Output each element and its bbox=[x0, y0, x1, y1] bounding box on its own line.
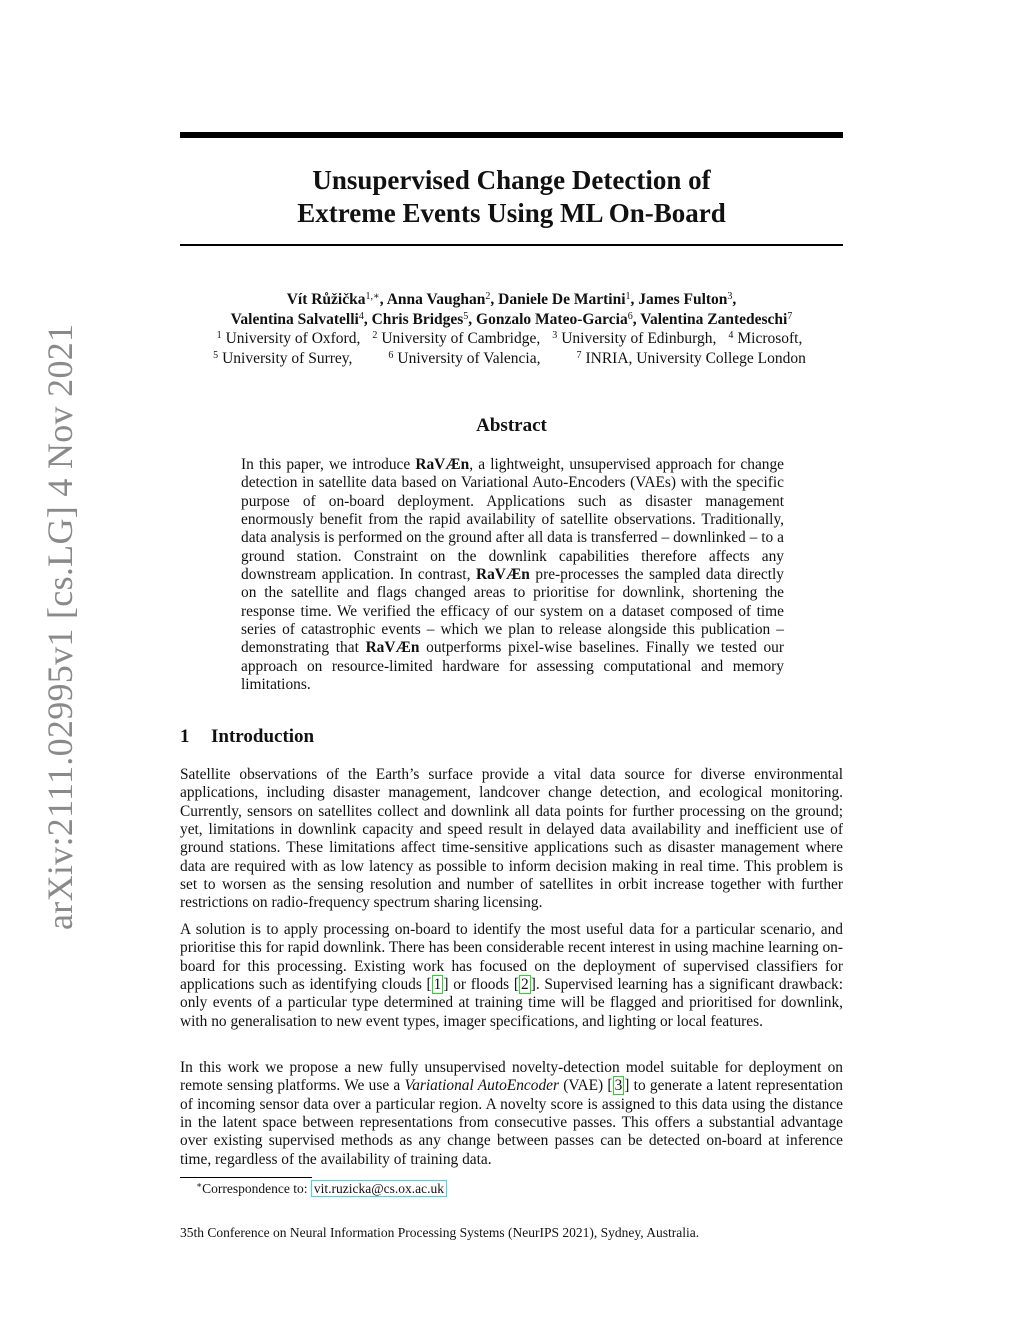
affiliation-name: University of Cambridge, bbox=[381, 330, 541, 347]
paragraph-text: A solution is to apply processing on-board to identify the most useful data for a particular scenario, and prioritise this for rapid downlink. There has been considerable recent interest in using machine learning on-board for this processing. Existing work has focused on the deployment of supervised classifiers for applications such as identifying clouds bbox=[180, 921, 843, 994]
author-line-1 bbox=[180, 290, 843, 310]
author-name: Anna Vaughan bbox=[386, 291, 486, 308]
author-sup: 1,∗ bbox=[365, 291, 380, 302]
footnote-rule bbox=[180, 1177, 312, 1178]
author-sep: , bbox=[630, 291, 639, 308]
affiliation bbox=[576, 350, 809, 367]
abstract-segment: outperforms pixel-wise baselines. Finally we tested our approach on resource-limited hardware for assessing computational and memory limitations. bbox=[241, 639, 784, 694]
citation-link[interactable]: 2 bbox=[521, 976, 529, 994]
author-sup: 3 bbox=[727, 291, 733, 302]
affiliation-sup: 7 bbox=[576, 349, 582, 361]
affiliation-sup: 2 bbox=[372, 330, 378, 341]
section-heading bbox=[180, 726, 314, 748]
footnote-text: Correspondence to: bbox=[202, 1181, 311, 1196]
intro-paragraph-1 bbox=[180, 766, 843, 913]
abstract-segment: , a lightweight, unsupervised approach for change detection in satellite data based on Variational Auto-Encoders (VAEs) with the specific purpose of on-board deployment. Applications such as disaster management enormously benefit from the rapid availability of satellite observations. Traditionally, data analysis is performed on the ground after all data is transferred – downlinked – to a ground station. Constraint on the downlink capabilities therefore affects any downstream application. In contrast, bbox=[241, 456, 784, 584]
affiliation-name: University of Valencia, bbox=[397, 349, 541, 367]
abstract-text bbox=[241, 456, 784, 694]
intro-paragraph-3: In this work we propose a new fully unsupervised novelty-detection model suitable for deployment on remote sensing platforms. We use a Variational AutoEncoder (VAE) [ 3 ] to generate a latent representation of incoming sensor data over a particular region. A novelty score is assigned to this data using the distance in the latent space between representations from consecutive passes. This offers a substantial advantage over existing supervised methods as any change between passes can be detected on-board at inference time, regardless of the availability of training data. bbox=[180, 1059, 844, 1168]
footnote bbox=[196, 1181, 447, 1197]
affiliation bbox=[728, 330, 806, 347]
author-sup: 5 bbox=[463, 310, 469, 322]
method-name: RaVÆn bbox=[415, 456, 470, 473]
author-sup: 6 bbox=[627, 310, 633, 322]
affiliation bbox=[552, 330, 720, 347]
author-name: Vít Růžička bbox=[286, 291, 366, 308]
author-sep: , bbox=[632, 310, 641, 328]
citation-link[interactable]: 1 bbox=[433, 976, 442, 994]
emphasized-term: Variational AutoEncoder bbox=[404, 1077, 559, 1095]
abstract-segment: In this paper, we introduce bbox=[241, 456, 416, 473]
paragraph-text: to generate a latent representation of incoming sensor data over a particular region. A novelty score is assigned to this data using the distance in the latent space between representations from consecutive passes. This offers a substantial advantage over existing supervised methods as any change between passes can be detected on-board at inference time, regardless of the availability of training data. bbox=[180, 1077, 844, 1168]
title-line-1: Unsupervised Change Detection of bbox=[312, 165, 711, 195]
affiliation-name: Microsoft, bbox=[737, 330, 803, 347]
affiliation bbox=[217, 330, 365, 347]
affiliation bbox=[213, 350, 356, 367]
paragraph-text: (VAE) bbox=[558, 1077, 608, 1095]
abstract-heading: Abstract bbox=[476, 415, 547, 436]
affiliation bbox=[388, 350, 544, 367]
author-name: Gonzalo Mateo-Garcia bbox=[476, 310, 628, 328]
author-name: Valentina Salvatelli bbox=[230, 310, 359, 328]
author-sep: , bbox=[468, 310, 477, 328]
citation-link[interactable]: 3 bbox=[614, 1077, 623, 1095]
abstract-segment: pre-processes the sampled data directly on the satellite and flags changed areas to prioritise for downlink, shortening the response time. We verified the efficacy of our system on a dataset composed of time series of catastrophic events – which we plan to release alongside this publication – demonstrating that bbox=[241, 566, 784, 657]
author-sep: , bbox=[490, 291, 499, 308]
author-sup: 7 bbox=[787, 310, 793, 322]
email-link[interactable]: vit.ruzicka@cs.ox.ac.uk bbox=[311, 1180, 447, 1197]
author-sep: , bbox=[379, 291, 387, 308]
arxiv-stamp: arXiv:2111.02995v1 [cs.LG] 4 Nov 2021 bbox=[40, 323, 80, 930]
author-sep: , bbox=[363, 310, 372, 328]
affiliation-line-2 bbox=[180, 349, 843, 369]
method-name: RaVÆn bbox=[365, 639, 420, 657]
footnote-mark: ∗ bbox=[196, 1180, 203, 1190]
paper-title bbox=[180, 164, 843, 230]
author-block bbox=[180, 290, 843, 368]
venue-line: 35th Conference on Neural Information Processing Systems (NeurIPS 2021), Sydney, Australia. bbox=[180, 1225, 700, 1240]
affiliation-sup: 4 bbox=[728, 330, 734, 341]
author-name: James Fulton bbox=[638, 291, 728, 308]
title-bottom-rule bbox=[180, 244, 843, 246]
section-title: Introduction bbox=[211, 726, 315, 747]
paragraph-text: or floods bbox=[448, 976, 514, 994]
paragraph-text: In this work we propose a new fully unsupervised novelty-detection model suitable for deployment on remote sensing platforms. We use a bbox=[180, 1059, 843, 1095]
author-name: Chris Bridges bbox=[371, 310, 464, 328]
affiliation-line-1 bbox=[180, 329, 843, 349]
paragraph-text: Satellite observations of the Earth’s surface provide a vital data source for diverse environmental applications, including disaster management, landcover change detection, and ecological monitoring. Currently, sensors on satellites collect and downlink all data points for further processing on the ground; yet, limitations in downlink capacity and speed result in delayed data availability and inefficient use of ground stations. These limitations affect time-sensitive applications such as disaster management where data are required with as low latency as possible to inform decision making in real time. This problem is set to worsen as the sensing resolution and number of satellites in orbit increase together with further restrictions on radio-frequency spectrum sharing licensing. bbox=[180, 766, 843, 912]
affiliation-name: INRIA, University College London bbox=[585, 349, 806, 367]
affiliation-sup: 1 bbox=[216, 330, 222, 341]
author-name: Valentina Zantedeschi bbox=[640, 310, 788, 328]
author-sup: 4 bbox=[358, 310, 364, 322]
author-sep: , bbox=[732, 291, 737, 308]
affiliation-name: University of Edinburgh, bbox=[561, 330, 717, 347]
affiliation-sup: 3 bbox=[552, 330, 558, 341]
affiliation-name: University of Surrey, bbox=[222, 349, 353, 367]
affiliation-sup: 6 bbox=[388, 349, 394, 361]
method-name: RaVÆn bbox=[475, 566, 530, 584]
title-line-2: Extreme Events Using ML On-Board bbox=[297, 198, 726, 228]
author-sup: 2 bbox=[485, 291, 491, 302]
author-name: Daniele De Martini bbox=[498, 291, 626, 308]
title-top-rule bbox=[180, 132, 843, 138]
intro-paragraph-2: A solution is to apply processing on-board to identify the most useful data for a particular scenario, and prioritise this for rapid downlink. There has been considerable recent interest in using machine learning on-board for this processing. Existing work has focused on the deployment of supervised classifiers for applications such as identifying clouds [ 1 ] or floods [ 2 ]. Supervised learning has a significant drawback: only events of a particular type determined at training time will be flagged and prioritised for downlink, with no generalisation to new event types, imager specifications, and lighting or local features. bbox=[180, 921, 844, 1030]
affiliation-name: University of Oxford, bbox=[225, 330, 361, 347]
author-sup: 1 bbox=[625, 291, 631, 302]
author-line-2 bbox=[180, 310, 843, 330]
paragraph-text: . Supervised learning has a significant drawback: only events of a particular type determined at training time will be flagged and prioritised for downlink, with no generalisation to new event types, imager specifications, and lighting or local features. bbox=[180, 976, 844, 1030]
section-number: 1 bbox=[180, 726, 190, 747]
affiliation bbox=[372, 330, 544, 347]
affiliation-sup: 5 bbox=[213, 349, 219, 361]
